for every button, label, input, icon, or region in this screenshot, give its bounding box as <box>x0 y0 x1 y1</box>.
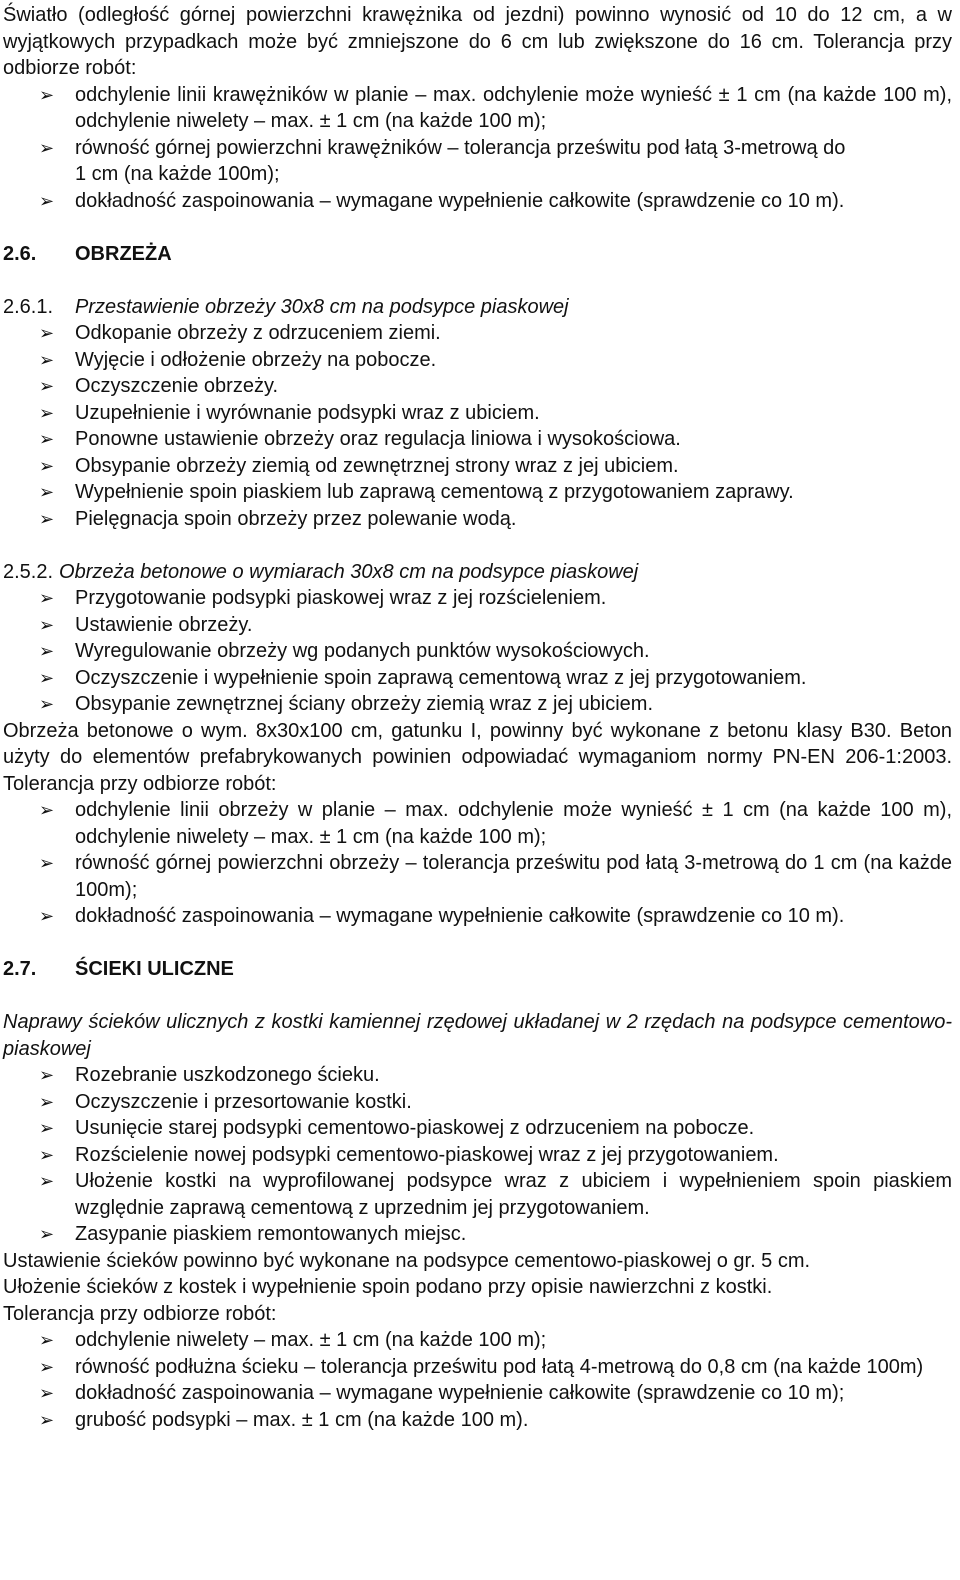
bullet-item <box>3 188 952 215</box>
paragraph-obrzeza-beton: Obrzeża betonowe o wym. 8x30x100 cm, gatunku I, powinny być wykonane z betonu klasy B30. Beton użyty do elementów prefabrykowanych powinien odpowiadać wymaganiom normy PN-EN 206-1:2003. Tolerancja przy odbiorze robót: <box>3 719 952 795</box>
bullet-text: równość górnej powierzchni obrzeży – tolerancja prześwitu pod łatą 3-metrową do 1 cm (na każde 100m); <box>75 852 952 901</box>
bullet-item <box>3 1089 952 1116</box>
section-heading-2-7 <box>3 956 952 983</box>
arrow-bullet-icon: ➢ <box>39 1409 55 1430</box>
paragraph-ustawienie: Ustawienie ścieków powinno być wykonane na podsypce cementowo-piaskowej o gr. 5 cm. <box>3 1249 811 1272</box>
bullet-text: Zasypanie piaskiem remontowanych miejsc. <box>75 1223 467 1245</box>
arrow-bullet-icon: ➢ <box>39 1144 55 1165</box>
subsection-title: Przestawienie obrzeży 30x8 cm na podsypce piaskowej <box>75 295 569 318</box>
bullet-item <box>3 453 952 480</box>
bullet-item <box>3 1327 952 1354</box>
arrow-bullet-icon: ➢ <box>39 906 55 926</box>
bullet-text: równość podłużna ścieku – tolerancja prześwitu pod łatą 4-metrową do 0,8 cm (na każde 100m) <box>75 1355 924 1378</box>
arrow-bullet-icon: ➢ <box>39 1330 55 1350</box>
subsection-number: 2.6.1. <box>3 295 54 318</box>
bullet-item <box>3 426 952 453</box>
paragraph-swiatlo: Światło (odległość górnej powierzchni krawężnika od jezdni) powinno wynosić od 10 do 12 cm, a w wyjątkowych przypadkach może być zmniejszone do 6 cm lub zwiększone do 16 cm. Tolerancja przy odbiorze robót: <box>3 4 952 79</box>
arrow-bullet-icon: ➢ <box>39 84 55 105</box>
subsection-number: 2.5.2. <box>3 560 54 583</box>
bullet-text: Pielęgnacja spoin obrzeży przez polewanie wodą. <box>75 507 517 530</box>
bullet-item <box>3 665 952 692</box>
arrow-bullet-icon: ➢ <box>39 1118 55 1138</box>
bullet-text: Oczyszczenie obrzeży. <box>75 375 279 397</box>
bullet-item <box>3 638 952 665</box>
arrow-bullet-icon: ➢ <box>39 508 55 529</box>
section-number: 2.6. <box>3 242 37 265</box>
arrow-bullet-icon: ➢ <box>39 376 55 396</box>
arrow-bullet-icon: ➢ <box>39 429 55 449</box>
arrow-bullet-icon: ➢ <box>39 800 55 820</box>
bullet-text: Odkopanie obrzeży z odrzuceniem ziemi. <box>75 322 441 344</box>
paragraph-ulozenie: Ułożenie ścieków z kostek i wypełnienie spoin podano przy opisie nawierzchni z kostki. <box>3 1276 773 1298</box>
bullet-item <box>3 82 952 135</box>
bullet-item <box>3 1407 952 1434</box>
bullet-list-2-5-2-tolerance <box>3 797 952 930</box>
bullet-text: Ustawienie obrzeży. <box>75 613 253 636</box>
bullet-item <box>3 797 952 850</box>
bullet-item <box>3 347 952 374</box>
bullet-item <box>3 903 952 930</box>
arrow-bullet-icon: ➢ <box>39 1171 55 1191</box>
bullet-text: dokładność zaspoinowania – wymagane wypełnienie całkowite (sprawdzenie co 10 m). <box>75 189 845 212</box>
arrow-bullet-icon: ➢ <box>39 1383 55 1403</box>
bullet-item <box>3 1354 952 1381</box>
bullet-text: odchylenie niwelety – max. ± 1 cm (na każde 100 m); <box>75 1329 547 1351</box>
arrow-bullet-icon: ➢ <box>39 323 55 343</box>
bullet-text: Wypełnienie spoin piaskiem lub zaprawą cementową z przygotowaniem zaprawy. <box>75 481 794 503</box>
bullet-text: Obsypanie zewnętrznej ściany obrzeży ziemią wraz z jej ubiciem. <box>75 693 654 715</box>
bullet-text: równość górnej powierzchni krawężników – tolerancja prześwitu pod łatą 3-metrową do <box>75 136 846 159</box>
bullet-item <box>3 506 952 533</box>
bullet-text: Uzupełnienie i wyrównanie podsypki wraz z ubiciem. <box>75 401 540 424</box>
bullet-list-2-7-tolerance <box>3 1327 952 1433</box>
bullet-item <box>3 1168 952 1221</box>
bullet-text: dokładność zaspoinowania – wymagane wypełnienie całkowite (sprawdzenie co 10 m); <box>75 1382 845 1404</box>
bullet-item <box>3 585 952 612</box>
bullet-item <box>3 1062 952 1089</box>
section-title: OBRZEŻA <box>75 242 172 265</box>
arrow-bullet-icon: ➢ <box>39 588 55 608</box>
bullet-text: grubość podsypki – max. ± 1 cm (na każde 100 m). <box>75 1408 529 1431</box>
bullet-text: Oczyszczenie i przesortowanie kostki. <box>75 1090 412 1113</box>
bullet-text: odchylenie linii krawężników w planie – max. odchylenie może wynieść ± 1 cm (na każde 100 m), odchylenie niwelety – max. ± 1 cm (na każde 100 m); <box>75 83 952 132</box>
subsection-title: Obrzeża betonowe o wymiarach 30x8 cm na podsypce piaskowej <box>59 560 639 583</box>
bullet-item <box>3 612 952 639</box>
arrow-bullet-icon: ➢ <box>39 641 55 661</box>
subsection-heading-2-6-1 <box>3 294 952 321</box>
arrow-bullet-icon: ➢ <box>39 853 55 873</box>
bullet-item <box>3 400 952 427</box>
arrow-bullet-icon: ➢ <box>39 190 55 211</box>
bullet-item <box>3 691 952 718</box>
arrow-bullet-icon: ➢ <box>39 614 55 635</box>
bullet-item <box>3 479 952 506</box>
bullet-list-2-6-1 <box>3 320 952 532</box>
bullet-text: Wyjęcie i odłożenie obrzeży na pobocze. <box>75 348 437 371</box>
paragraph-naprawy-intro: Naprawy ścieków ulicznych z kostki kamiennej rzędowej układanej w 2 rzędach na podsypce cementowo-piaskowej <box>3 1011 952 1060</box>
bullet-text: dokładność zaspoinowania – wymagane wypełnienie całkowite (sprawdzenie co 10 m). <box>75 905 845 927</box>
subsection-heading-2-5-2 <box>3 559 952 586</box>
arrow-bullet-icon: ➢ <box>39 1091 55 1112</box>
bullet-text: odchylenie linii obrzeży w planie – max. odchylenie może wynieść ± 1 cm (na każde 100 m), odchylenie niwelety – max. ± 1 cm (na każde 100 m); <box>75 799 952 848</box>
bullet-text: Obsypanie obrzeży ziemią od zewnętrznej strony wraz z jej ubiciem. <box>75 454 679 477</box>
arrow-bullet-icon: ➢ <box>39 137 55 158</box>
arrow-bullet-icon: ➢ <box>39 1224 55 1244</box>
bullet-list-2-7 <box>3 1062 952 1248</box>
bullet-text: Ułożenie kostki na wyprofilowanej podsypce wraz z ubiciem i wypełnieniem spoin piaskiem względnie zaprawą cementową z uprzednim jej przygotowaniem. <box>75 1170 952 1219</box>
bullet-text: Oczyszczenie i wypełnienie spoin zaprawą cementową wraz z jej przygotowaniem. <box>75 666 807 689</box>
bullet-item <box>3 373 952 400</box>
section-heading-2-6 <box>3 241 952 268</box>
bullet-text: Rozebranie uszkodzonego ścieku. <box>75 1064 380 1086</box>
bullet-text: Rozścielenie nowej podsypki cementowo-piaskowej wraz z jej przygotowaniem. <box>75 1143 779 1166</box>
arrow-bullet-icon: ➢ <box>39 694 55 714</box>
bullet-item <box>3 135 952 188</box>
arrow-bullet-icon: ➢ <box>39 667 55 688</box>
section-title: ŚCIEKI ULICZNE <box>75 958 234 980</box>
bullet-item <box>3 320 952 347</box>
paragraph-tolerancja: Tolerancja przy odbiorze robót: <box>3 1302 277 1325</box>
arrow-bullet-icon: ➢ <box>39 349 55 370</box>
bullet-item <box>3 850 952 903</box>
bullet-list-2-5-2 <box>3 585 952 718</box>
bullet-item <box>3 1115 952 1142</box>
arrow-bullet-icon: ➢ <box>39 482 55 502</box>
arrow-bullet-icon: ➢ <box>39 1065 55 1085</box>
bullet-text: Wyregulowanie obrzeży wg podanych punktów wysokościowych. <box>75 640 650 662</box>
bullet-item <box>3 1380 952 1407</box>
arrow-bullet-icon: ➢ <box>39 1356 55 1377</box>
arrow-bullet-icon: ➢ <box>39 455 55 476</box>
bullet-item <box>3 1221 952 1248</box>
bullet-text: Usunięcie starej podsypki cementowo-piaskowej z odrzuceniem na pobocze. <box>75 1117 755 1139</box>
bullet-text: Ponowne ustawienie obrzeży oraz regulacja liniowa i wysokościowa. <box>75 428 681 450</box>
arrow-bullet-icon: ➢ <box>39 402 55 423</box>
bullet-item <box>3 1142 952 1169</box>
section-number: 2.7. <box>3 958 37 980</box>
bullet-text: Przygotowanie podsypki piaskowej wraz z jej rozścieleniem. <box>75 587 607 609</box>
bullet-text-continuation: 1 cm (na każde 100m); <box>75 163 280 185</box>
